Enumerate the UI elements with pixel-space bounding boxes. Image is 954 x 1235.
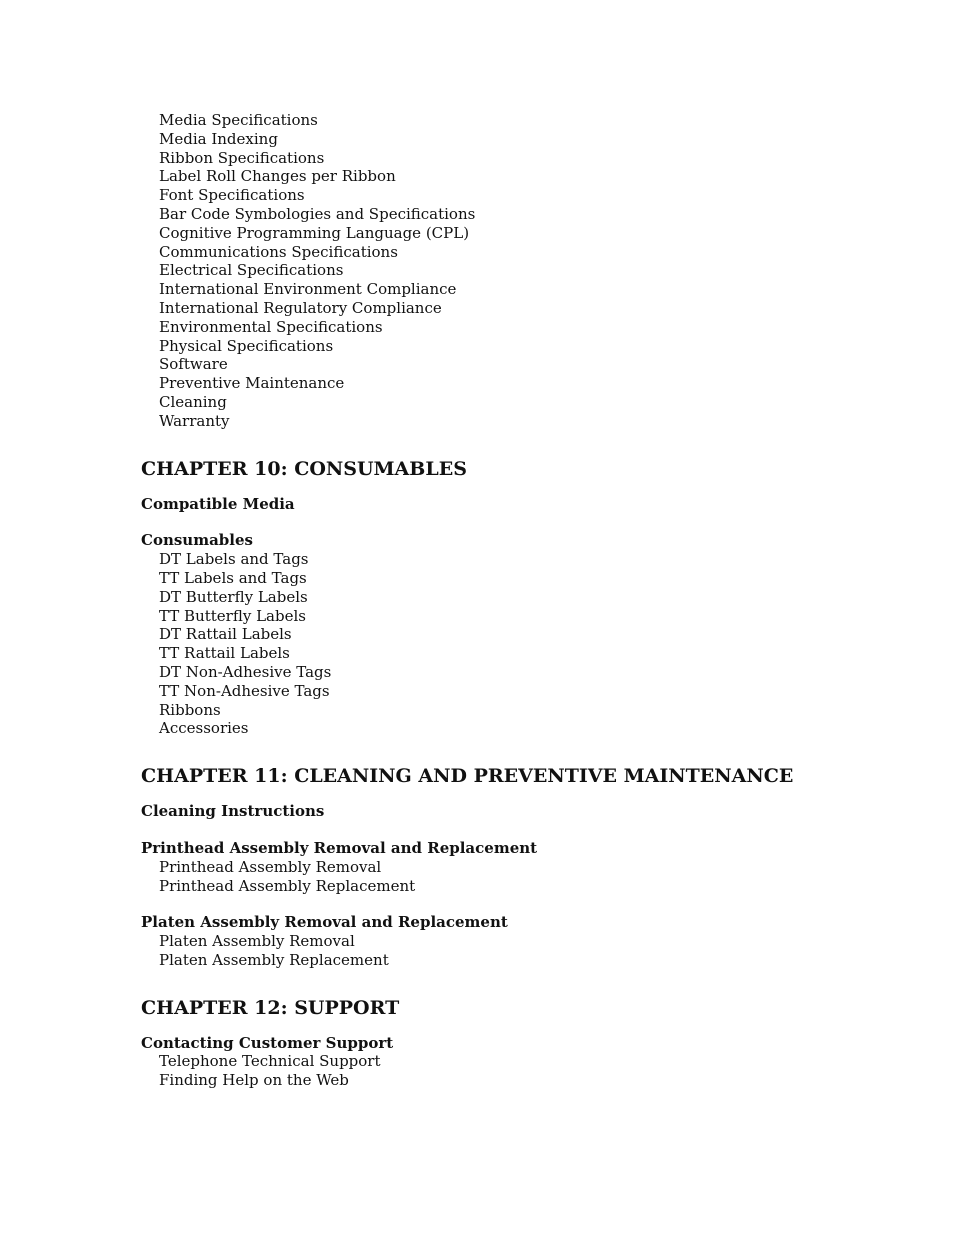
toc-page	[141, 111, 901, 1090]
toc-entry: TT Labels and Tags	[159, 568, 307, 587]
chapter-12-heading: CHAPTER 12: SUPPORT	[141, 996, 400, 1019]
toc-entry: DT Butterfly Labels	[159, 587, 308, 606]
toc-entry: TT Rattail Labels	[159, 644, 290, 663]
toc-entry: Cognitive Programming Language (CPL)	[159, 223, 470, 242]
toc-entry: TT Non-Adhesive Tags	[159, 681, 330, 700]
toc-entry: DT Labels and Tags	[159, 550, 309, 569]
toc-entry: Platen Assembly Replacement	[159, 950, 389, 969]
toc-entry: Electrical Specifications	[159, 261, 344, 280]
toc-entry: Platen Assembly Removal	[159, 932, 355, 951]
section-heading-compatible-media: Compatible Media	[141, 494, 295, 513]
section-heading-consumables: Consumables	[141, 531, 253, 550]
toc-entry: Accessories	[159, 719, 249, 738]
toc-entry: Warranty	[159, 411, 230, 430]
toc-entry: Font Specifications	[159, 186, 305, 205]
chapter-11-heading: CHAPTER 11: CLEANING AND PREVENTIVE MAINTENANCE	[141, 765, 794, 788]
toc-continued-list	[141, 111, 901, 431]
toc-entry: Label Roll Changes per Ribbon	[159, 167, 396, 186]
toc-entry: DT Rattail Labels	[159, 625, 292, 644]
section-heading-platen-assembly: Platen Assembly Removal and Replacement	[141, 913, 508, 932]
toc-entry: DT Non-Adhesive Tags	[159, 662, 332, 681]
toc-entry: Preventive Maintenance	[159, 374, 345, 393]
chapter-10-heading: CHAPTER 10: CONSUMABLES	[141, 457, 467, 480]
toc-entry: Software	[159, 355, 228, 374]
toc-entry: Ribbons	[159, 700, 221, 719]
toc-entry: Physical Specifications	[159, 336, 334, 355]
section-heading-printhead-assembly: Printhead Assembly Removal and Replacement	[141, 838, 538, 857]
toc-entry: Cleaning	[159, 392, 227, 411]
toc-entry: International Environment Compliance	[159, 280, 457, 299]
toc-entry: Environmental Specifications	[159, 317, 383, 336]
section-heading-cleaning-instructions: Cleaning Instructions	[141, 802, 325, 821]
toc-entry: International Regulatory Compliance	[159, 298, 442, 317]
section-heading-contacting-customer-support: Contacting Customer Support	[141, 1033, 394, 1052]
toc-entry: Bar Code Symbologies and Specifications	[159, 204, 476, 223]
toc-entry: Media Indexing	[159, 129, 278, 148]
toc-entry: Telephone Technical Support	[159, 1052, 381, 1071]
toc-entry: Printhead Assembly Removal	[159, 857, 382, 876]
toc-entry: Printhead Assembly Replacement	[159, 876, 416, 895]
toc-entry: Finding Help on the Web	[159, 1071, 349, 1090]
toc-entry: Communications Specifications	[159, 242, 398, 261]
toc-entry: TT Butterfly Labels	[159, 606, 306, 625]
toc-entry: Ribbon Specifications	[159, 148, 325, 167]
toc-entry: Media Specifications	[159, 111, 318, 129]
